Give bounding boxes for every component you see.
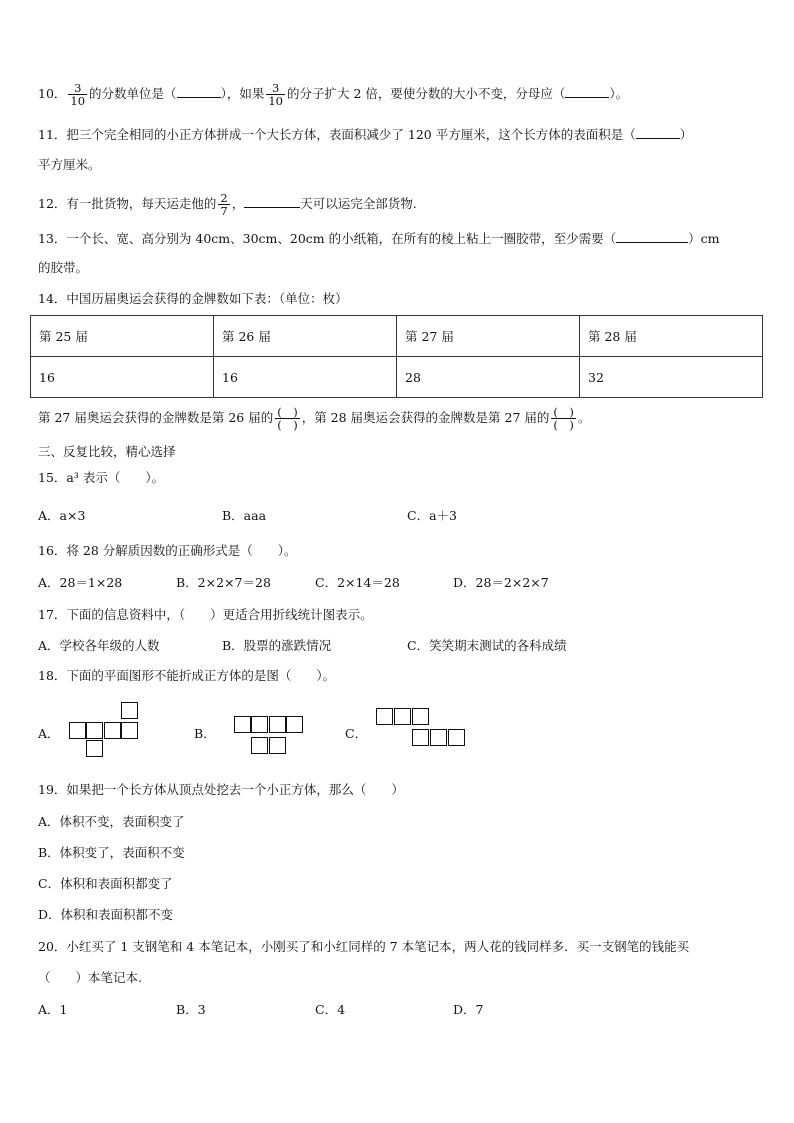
net-square <box>430 729 447 746</box>
answer-blank-13[interactable] <box>616 230 688 243</box>
question-20-line1: 20．小红买了 1 支钢笔和 4 本笔记本，小刚买了和小红同样的 7 本笔记本，两人花的钱同样多．买一支钢笔的钱能买 <box>38 939 690 954</box>
option-19b[interactable]: B．体积变了，表面积不变 <box>38 845 185 860</box>
question-20-line2: （ ）本笔记本. <box>38 970 142 985</box>
table-header-cell: 第 25 届 <box>31 316 214 357</box>
net-square <box>286 716 303 733</box>
table-cell: 16 <box>214 357 397 398</box>
answer-fraction-14a[interactable]: $\frac{( )}{( )}$ <box>277 405 298 432</box>
net-square <box>394 708 411 725</box>
table-header-row <box>31 316 763 357</box>
net-square <box>412 708 429 725</box>
option-19c[interactable]: C．体积和表面积都变了 <box>38 876 173 891</box>
question-15: 15．a³ 表示（ ）。 <box>38 470 165 485</box>
net-square <box>448 729 465 746</box>
option-19a[interactable]: A．体积不变，表面积变了 <box>38 814 185 829</box>
option-20a[interactable]: A．1 <box>38 1002 68 1017</box>
answer-blank-10b[interactable] <box>565 85 609 98</box>
medal-table <box>30 315 763 398</box>
net-square <box>121 702 138 719</box>
net-square <box>251 737 268 754</box>
question-10: 10． $\frac{3}{10}$ 的分数单位是（ ），如果 $\frac{3}{10}$ 的分子扩大 2 倍，要使分数的大小不变，分母应（ ）。 <box>38 81 629 108</box>
option-16b[interactable]: B．2×2×7＝28 <box>176 575 271 590</box>
question-13-line2: 的胶带。 <box>38 260 89 275</box>
section-3-heading: 三、反复比较，精心选择 <box>38 444 176 459</box>
answer-blank-10a[interactable] <box>177 85 221 98</box>
option-17b[interactable]: B．股票的涨跌情况 <box>222 638 332 653</box>
net-square <box>86 740 103 757</box>
option-19d[interactable]: D．体积和表面积都不变 <box>38 907 174 922</box>
question-13-line1: 13．一个长、宽、高分别为 40cm、30cm、20cm 的小纸箱，在所有的棱上粘上一圈胶带，至少需要（ ）cm <box>38 231 720 246</box>
table-header-cell: 第 26 届 <box>214 316 397 357</box>
option-20d[interactable]: D．7 <box>453 1002 484 1017</box>
option-18b[interactable]: B． <box>194 726 216 741</box>
question-11-line2: 平方厘米。 <box>38 157 101 172</box>
table-header-cell: 第 27 届 <box>397 316 580 357</box>
question-16: 16．将 28 分解质因数的正确形式是（ ）。 <box>38 543 297 558</box>
fraction-2-7: $\frac{2}{7}$ <box>220 191 228 218</box>
net-square <box>251 716 268 733</box>
option-17c[interactable]: C．笑笑期末测试的各科成绩 <box>407 638 567 653</box>
option-16c[interactable]: C．2×14＝28 <box>315 575 400 590</box>
question-17: 17．下面的信息资料中，（ ）更适合用折线统计图表示。 <box>38 607 373 622</box>
option-17a[interactable]: A．学校各年级的人数 <box>38 638 160 653</box>
option-18c[interactable]: C． <box>345 726 368 741</box>
question-14-follow: 第 27 届奥运会获得的金牌数是第 26 届的 $\frac{( )}{( )}$ ，第 28 届奥运会获得的金牌数是第 27 届的 $\frac{( )}{( )}$ 。 <box>38 405 591 432</box>
net-square <box>376 708 393 725</box>
option-18a[interactable]: A． <box>38 726 60 741</box>
net-square <box>121 722 138 739</box>
option-16d[interactable]: D．28＝2×2×7 <box>453 575 549 590</box>
option-15b[interactable]: B．aaa <box>222 508 267 523</box>
option-16a[interactable]: A．28＝1×28 <box>38 575 123 590</box>
answer-blank-11[interactable] <box>636 126 680 139</box>
table-cell: 32 <box>580 357 763 398</box>
option-20c[interactable]: C．4 <box>315 1002 346 1017</box>
question-14-intro: 14．中国历届奥运会获得的金牌数如下表：（单位：枚） <box>38 291 348 306</box>
net-square <box>269 716 286 733</box>
net-square <box>269 737 286 754</box>
question-18: 18．下面的平面图形不能折成正方体的是图（ ）。 <box>38 668 336 683</box>
question-11-line1: 11．把三个完全相同的小正方体拼成一个大长方体，表面积减少了 120 平方厘米，这个长方体的表面积是（ ） <box>38 127 693 142</box>
option-20b[interactable]: B．3 <box>176 1002 206 1017</box>
net-square <box>104 722 121 739</box>
fraction-3-10: $\frac{3}{10}$ <box>70 81 86 108</box>
question-19: 19．如果把一个长方体从顶点处挖去一个小正方体，那么（ ） <box>38 782 404 797</box>
answer-fraction-14b[interactable]: $\frac{( )}{( )}$ <box>553 405 574 432</box>
question-12: 12．有一批货物，每天运走他的 $\frac{2}{7}$ ， 天可以运完全部货物. <box>38 191 417 218</box>
net-square <box>86 722 103 739</box>
table-header-cell: 第 28 届 <box>580 316 763 357</box>
net-square <box>234 716 251 733</box>
option-15c[interactable]: C．a＋3 <box>407 508 457 523</box>
answer-blank-12[interactable] <box>244 195 300 208</box>
net-square <box>69 722 86 739</box>
net-square <box>412 729 429 746</box>
table-cell: 28 <box>397 357 580 398</box>
option-15a[interactable]: A．a×3 <box>38 508 86 523</box>
table-row <box>31 357 763 398</box>
table-cell: 16 <box>31 357 214 398</box>
fraction-3-10-b: $\frac{3}{10}$ <box>268 81 283 108</box>
